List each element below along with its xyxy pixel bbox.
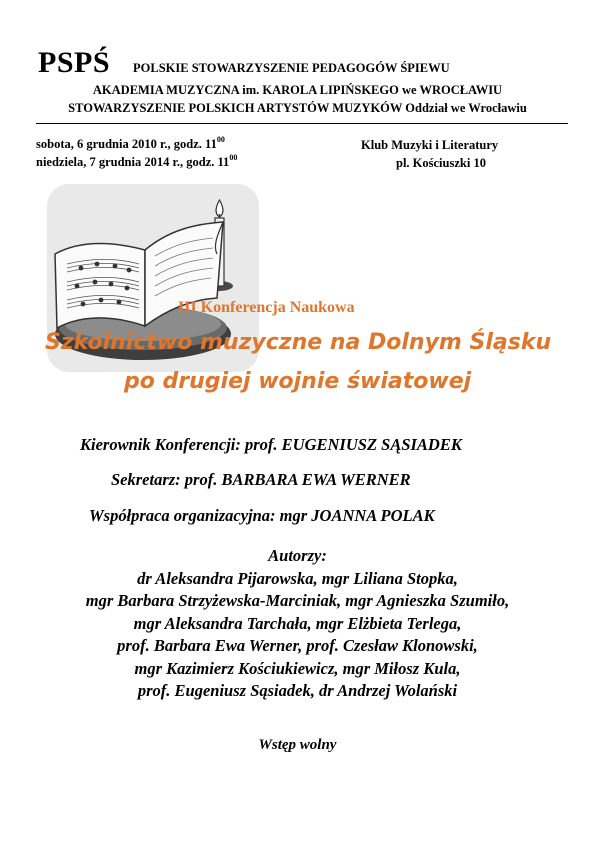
authors-heading: Autorzy:	[268, 546, 327, 565]
organizational-cooperation: Współpraca organizacyjna: mgr JOANNA POLAK	[89, 506, 435, 525]
venue-name: Klub Muzyki i Literatury	[361, 138, 499, 152]
authors-line: prof. Eugeniusz Sąsiadek, dr Andrzej Wolański	[137, 681, 458, 700]
conference-subtitle: III Konferencja Naukowa	[178, 299, 355, 316]
conference-director: Kierownik Konferencji: prof. EUGENIUSZ SĄSIADEK	[80, 435, 462, 454]
free-entry-note: Wstęp wolny	[258, 737, 337, 753]
event-date-2: niedziela, 7 grudnia 2014 r., godz. $11^{00}$	[36, 153, 238, 169]
authors-line: dr Aleksandra Pijarowska, mgr Liliana Stopka,	[137, 568, 458, 588]
header-divider	[36, 123, 568, 124]
header-line-3: STOWARZYSZENIE POLSKICH ARTYSTÓW MUZYKÓW Oddział we Wrocławiu	[68, 101, 527, 115]
authors-line: mgr Aleksandra Tarchała, mgr Elżbieta Terlega,	[133, 613, 462, 633]
authors-line: mgr Barbara Strzyżewska-Marciniak, mgr Agnieszka Szumiło,	[85, 591, 510, 610]
org-acronym: PSPŚ	[38, 46, 111, 79]
conference-title-line-1: Szkolnictwo muzyczne na Dolnym Śląsku	[45, 330, 552, 355]
header-line-1: POLSKIE STOWARZYSZENIE PEDAGOGÓW ŚPIEWU	[133, 61, 450, 75]
conference-title-line-2: po drugiej wojnie światowej	[124, 369, 472, 394]
authors-section	[0, 545, 595, 703]
header-line-2: AKADEMIA MUZYCZNA im. KAROLA LIPIŃSKEGO we WROCŁAWIU	[92, 83, 503, 97]
venue-address: pl. Kościuszki 10	[396, 156, 486, 170]
authors-line: mgr Kazimierz Kościukiewicz, mgr Miłosz Kula,	[134, 658, 461, 678]
event-date-1: sobota, 6 grudnia 2010 r., godz. $11^{00}$	[36, 135, 225, 151]
conference-secretary: Sekretarz: prof. BARBARA EWA WERNER	[111, 470, 411, 489]
authors-line: prof. Barbara Ewa Werner, prof. Czesław Klonowski,	[117, 636, 478, 655]
